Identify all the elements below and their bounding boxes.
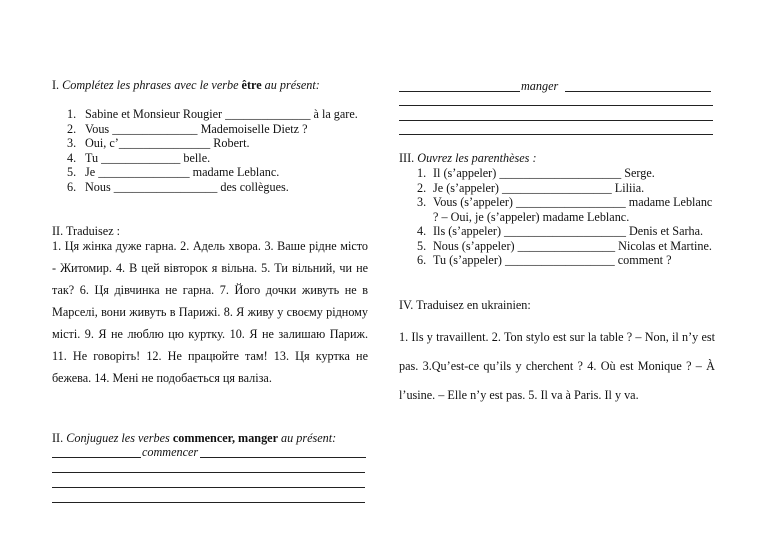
answer-line — [52, 457, 141, 458]
list-item: 2. Vous ______________ Mademoiselle Dietz ? — [67, 121, 308, 136]
list-item: 5. Je _______________ madame Leblanc. — [67, 165, 280, 179]
exercise-3-verbs: commencer, manger — [172, 431, 278, 445]
exercise-1-instruction: Complétez les phrases avec le verbe — [62, 78, 239, 92]
exercise-4-heading: IV. Traduisez en ukrainien: — [399, 298, 531, 312]
exercise-1-verb: être — [241, 78, 262, 92]
exercise-2-heading: II. Traduisez : — [52, 224, 121, 238]
exercise-3-number: II. — [52, 431, 64, 445]
exercise-3-tail: au présent: — [281, 431, 337, 445]
answer-line — [52, 502, 365, 503]
answer-line — [399, 134, 713, 135]
list-item: 2. Je (s’appeler) __________________ Liliia. — [417, 180, 645, 195]
exercise-3-heading — [52, 431, 336, 446]
list-item: 6. Nous _________________ des collègues. — [67, 179, 289, 194]
exercise-3b-heading — [399, 151, 537, 166]
exercise-3b-list — [399, 166, 715, 268]
answer-line — [565, 91, 711, 92]
commencer-label: commencer — [142, 445, 199, 459]
answer-line — [399, 105, 713, 106]
list-item: 1. Il (s’appeler) ____________________ Serge. — [417, 166, 655, 180]
answer-line — [200, 457, 366, 458]
list-item: 5. Nous (s’appeler) ________________ Nicolas et Martine. — [417, 238, 712, 253]
exercise-1-number: I. — [52, 78, 60, 92]
exercise-3b-number: III. — [399, 151, 415, 165]
exercise-1-list — [52, 107, 368, 194]
answer-line — [52, 487, 365, 488]
list-item: 1. Sabine et Monsieur Rougier ______________ à la gare. — [67, 107, 358, 121]
exercise-4-text: 1. Ils y travaillent. 2. Ton stylo est sur la table ? – Non, il n’y est pas. 3.Qu’est-ce qu’ils y cherchent ? 4. Où est Monique ? – À l’usine. – Elle n’y est pas. 5. Il va à Paris. Il y va. — [399, 330, 715, 402]
exercise-1-tail: au présent: — [264, 78, 320, 92]
exercise-2-text: 1. Ця жінка дуже гарна. 2. Адель хвора. 3. Ваше рідне місто - Житомир. 4. В цей вівторок я вільна. 5. Ти вільний, чи не так? 6. Ця дівчинка не гарна. 7. Його дочки живуть не в Марселі, вони живуть в Парижі. 8. Я живу у своєму рідному місті. 9. Я не люблю цю куртку. 10. Я не залишаю Париж. 11. Не говоріть! 12. Не працюйте там! 13. Ця куртка не бежева. 14. Мені не подобається ця валіза. — [52, 239, 368, 385]
list-item: 4. Ils (s’appeler) ____________________ Denis et Sarha. — [417, 224, 704, 238]
list-item: 3. Oui, c’_______________ Robert. — [67, 136, 250, 150]
exercise-3-instruction: Conjuguez les verbes — [66, 431, 170, 445]
answer-line — [399, 91, 520, 92]
list-item: 6. Tu (s’appeler) __________________ comment ? — [417, 253, 672, 267]
list-item: 3. Vous (s’appeler) __________________ madame Leblanc ? – Oui, je (s’appeler) madame Leblanc. — [417, 195, 713, 224]
list-item: 4. Tu _____________ belle. — [67, 150, 211, 165]
answer-line — [399, 120, 713, 121]
manger-label: manger — [521, 79, 559, 93]
exercise-3b-instruction: Ouvrez les parenthèses : — [417, 151, 537, 165]
exercise-1-heading — [52, 78, 320, 93]
answer-line — [52, 472, 365, 473]
